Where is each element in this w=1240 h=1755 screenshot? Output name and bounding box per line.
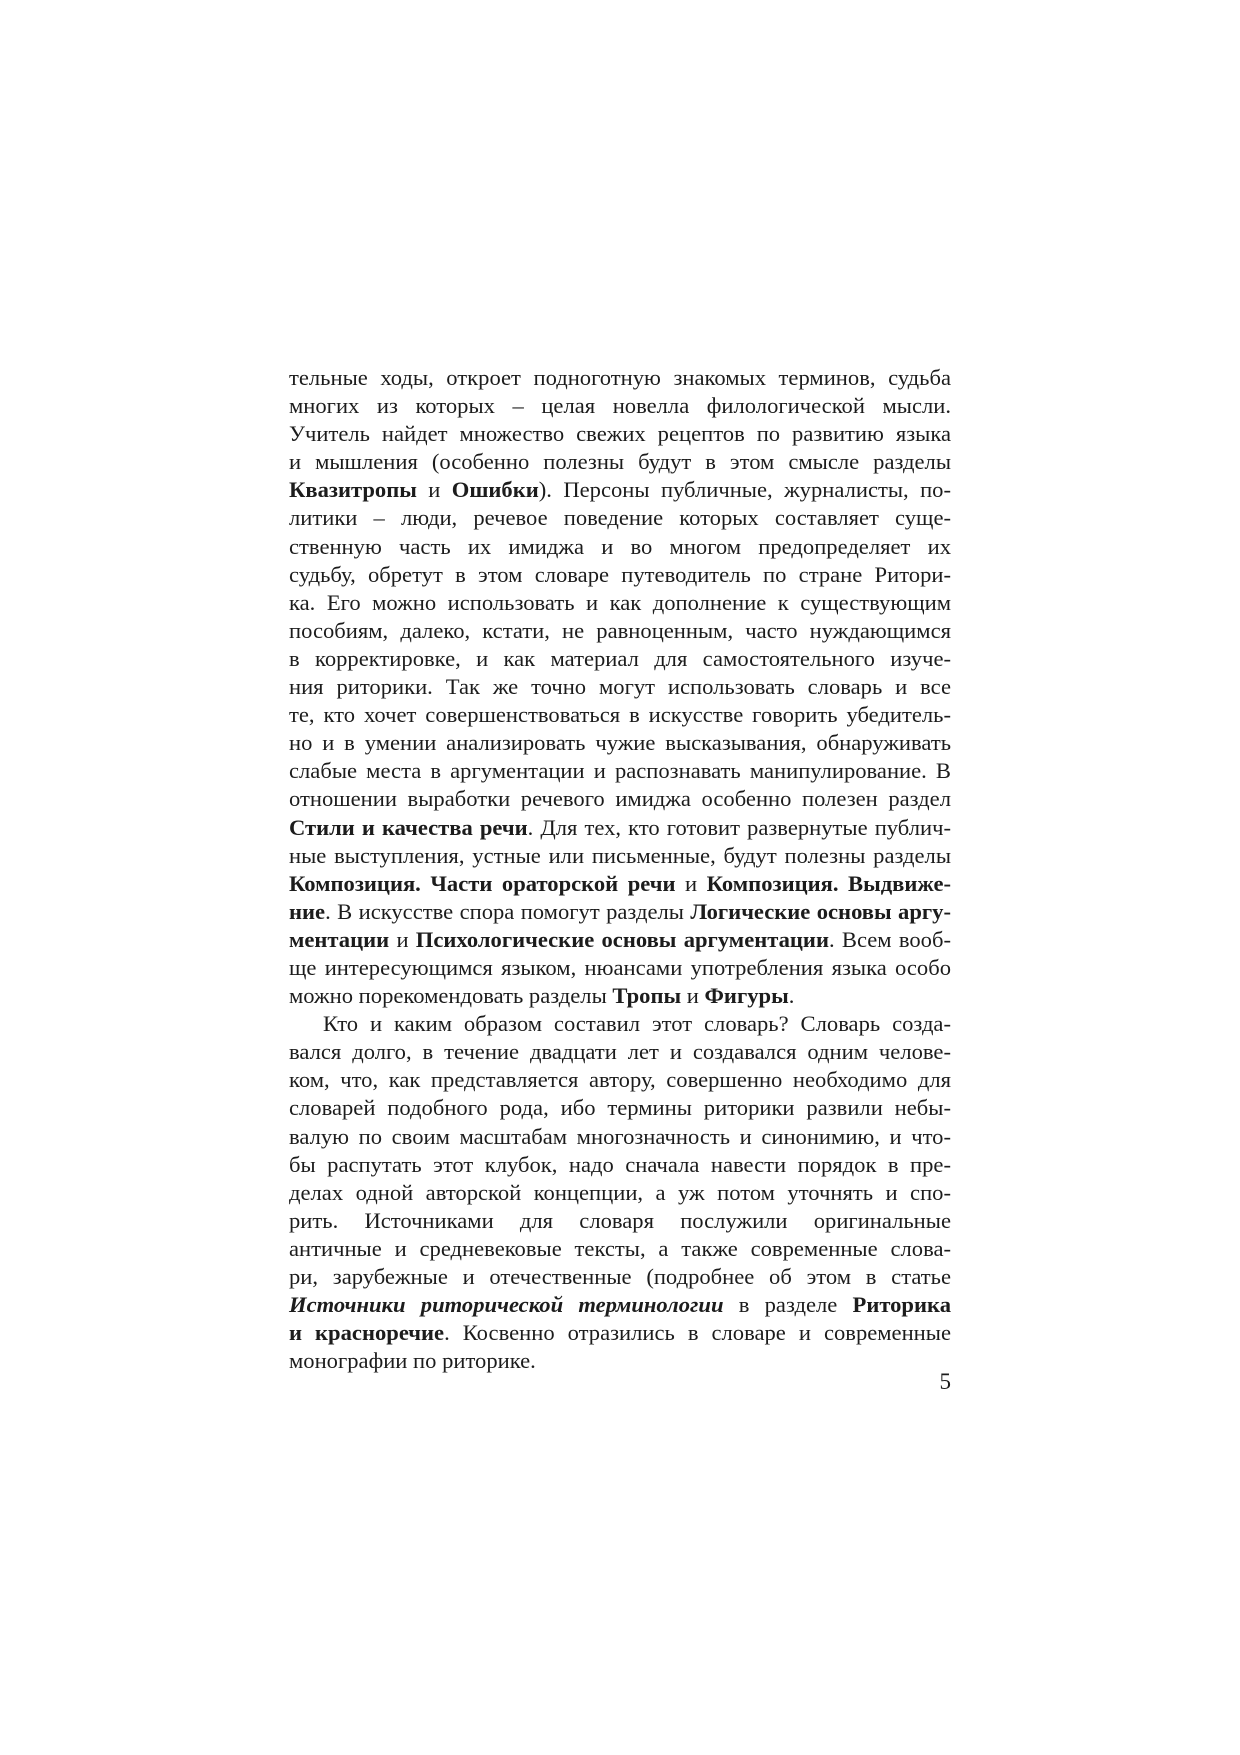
- text-run: и: [681, 983, 705, 1009]
- text-line: [289, 1347, 951, 1375]
- text-line: [289, 1207, 951, 1235]
- text-run: Кто и каким образом составил этот словарь? Словарь созда-: [323, 1011, 951, 1037]
- text-line: [289, 420, 951, 448]
- text-run: многих из которых – целая новелла филологической мысли.: [289, 393, 951, 419]
- text-line: [289, 673, 951, 701]
- text-run: и: [389, 926, 416, 952]
- text-run: бы распутать этот клубок, надо сначала навести порядок в пре-: [289, 1151, 951, 1177]
- text-run: ри, зарубежные и отечественные (подробнее об этом в статье: [289, 1264, 951, 1289]
- text-line: [289, 476, 951, 504]
- text-run: Учитель найдет множество свежих рецептов по развитию языка: [289, 421, 951, 447]
- text-line: [289, 898, 951, 926]
- text-line: [289, 729, 951, 757]
- text-run: . Косвенно отразились в словаре и современные: [444, 1320, 951, 1346]
- text-run: в разделе: [723, 1292, 853, 1318]
- text-line: [289, 1038, 951, 1066]
- text-run: ка. Его можно использовать и как дополнение к существующим: [289, 589, 951, 615]
- text-run: словарей подобного рода, ибо термины риторики развили небы-: [289, 1095, 951, 1121]
- text-line: [289, 617, 951, 645]
- text-run: слабые места в аргументации и распознавать манипулирование. В: [289, 758, 951, 784]
- text-run: ком, что, как представляется автору, совершенно необходимо для: [289, 1067, 951, 1093]
- text-line: [289, 448, 951, 476]
- text-run: ные выступления, устные или письменные, будут полезны разделы: [289, 842, 951, 868]
- section-reference: Композиция. Выдвиже-: [706, 870, 952, 896]
- text-run: и: [675, 870, 707, 896]
- text-line: [289, 589, 951, 617]
- text-line: [289, 757, 951, 785]
- text-run: литики – люди, речевое поведение которых составляет суще-: [289, 505, 951, 531]
- text-line: [289, 870, 951, 898]
- paragraph: [289, 1010, 951, 1375]
- body-text: [289, 364, 951, 1375]
- text-run: и мышления (особенно полезны будут в этом смысле разделы: [289, 449, 951, 475]
- text-line: [289, 814, 951, 842]
- text-run: ). Персоны публичные, журналисты, по-: [538, 477, 951, 503]
- text-run: .: [788, 983, 795, 1009]
- text-line: [289, 701, 951, 729]
- text-run: ния риторики. Так же точно могут использовать словарь и все: [289, 674, 951, 700]
- text-line: [289, 504, 951, 532]
- text-line: [289, 926, 951, 954]
- text-line: [289, 1235, 951, 1263]
- text-line: [289, 1319, 951, 1347]
- section-reference: Квазитропы: [289, 477, 417, 503]
- text-line: [289, 1151, 951, 1179]
- section-reference: Стили и качества речи: [289, 814, 528, 840]
- section-reference: Фигуры: [704, 983, 789, 1009]
- text-run: . Всем вооб-: [828, 926, 951, 952]
- section-reference: Риторика: [852, 1292, 951, 1318]
- text-run: делах одной авторской концепции, а уж потом уточнять и спо-: [289, 1179, 951, 1205]
- text-line: [289, 1263, 951, 1291]
- text-run: ще интересующимся языком, нюансами употребления языка особо: [289, 954, 951, 980]
- text-run: в корректировке, и как материал для самостоятельного изуче-: [289, 645, 951, 671]
- text-run: и: [416, 477, 452, 503]
- text-line: [289, 645, 951, 673]
- text-line: [289, 1179, 951, 1207]
- text-line: [289, 954, 951, 982]
- section-reference: ние: [289, 898, 326, 924]
- section-reference: Тропы: [612, 983, 682, 1009]
- text-run: . Для тех, кто готовит развернутые публич-: [527, 814, 951, 840]
- text-line: [289, 842, 951, 870]
- text-run: монографии по риторике.: [289, 1348, 536, 1374]
- section-reference: Логические основы аргу-: [690, 898, 951, 924]
- text-line: [289, 982, 951, 1010]
- section-reference: и красноречие: [289, 1320, 445, 1346]
- paragraph: [289, 364, 951, 1010]
- section-reference: Ошибки: [451, 477, 539, 503]
- text-run: валую по своим масштабам многозначность и синонимию, и что-: [289, 1123, 951, 1149]
- text-line: [289, 1010, 951, 1038]
- text-line: [289, 1066, 951, 1094]
- text-run: ственную часть их имиджа и во многом предопределяет их: [289, 533, 951, 559]
- text-run: те, кто хочет совершенствоваться в искусстве говорить убедитель-: [289, 702, 951, 728]
- text-line: [289, 561, 951, 589]
- text-line: [289, 1123, 951, 1151]
- text-run: . В искусстве спора помогут разделы: [325, 898, 691, 924]
- text-line: [289, 1094, 951, 1122]
- section-reference: ментации: [289, 926, 390, 952]
- text-line: [289, 785, 951, 813]
- text-run: античные и средневековые тексты, а также современные слова-: [289, 1235, 951, 1261]
- text-line: [289, 392, 951, 420]
- text-run: рить. Источниками для словаря послужили оригинальные: [289, 1207, 951, 1233]
- text-run: пособиям, далеко, кстати, не равноценным, часто нуждающимся: [289, 617, 951, 643]
- text-line: [289, 364, 951, 392]
- text-run: но и в умении анализировать чужие высказывания, обнаруживать: [289, 730, 951, 756]
- text-run: судьбу, обретут в этом словаре путеводитель по стране Ритори-: [289, 561, 951, 587]
- text-line: [289, 533, 951, 561]
- page-number: 5: [939, 1369, 951, 1394]
- section-reference: Психологические основы аргументации: [415, 926, 829, 952]
- text-run: тельные ходы, откроет подноготную знакомых терминов, судьба: [289, 365, 951, 390]
- text-run: отношении выработки речевого имиджа особенно полезен раздел: [289, 786, 951, 812]
- text-run: можно порекомендовать разделы: [289, 983, 613, 1009]
- text-run: вался долго, в течение двадцати лет и создавался одним челове-: [289, 1039, 951, 1065]
- text-line: [289, 1291, 951, 1319]
- section-reference: Композиция. Части ораторской речи: [289, 870, 676, 896]
- article-reference: Источники риторической терминологии: [289, 1292, 724, 1318]
